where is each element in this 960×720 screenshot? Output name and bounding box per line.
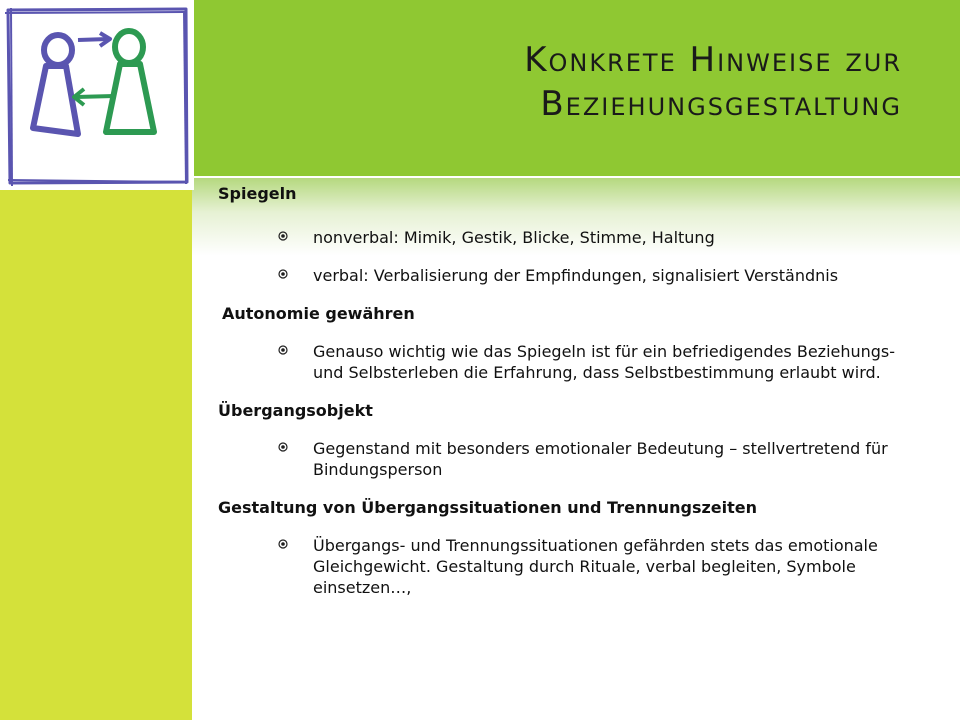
bullet-item (218, 227, 918, 248)
bullet-text: Gegenstand mit besonders emotionaler Bedeutung – stellvertretend für Bindungsperson (313, 439, 888, 479)
section-heading-uebergangsobjekt: Übergangsobjekt (218, 401, 373, 420)
bullet-text: Übergangs- und Trennungssituationen gefährden stets das emotionale Gleichgewicht. Gestaltung durch Rituale, verbal begleiten, Symbole einsetzen…, (313, 536, 878, 597)
logo (0, 0, 194, 190)
slide-content (218, 183, 918, 598)
circled-dot-bullet-icon (278, 231, 288, 241)
circled-dot-bullet-icon (278, 442, 288, 452)
bullet-item (218, 535, 918, 598)
bullet-item (218, 341, 918, 383)
two-figures-arrows-icon (0, 0, 194, 190)
section-heading-autonomie: Autonomie gewähren (222, 304, 415, 323)
slide-title-line-2: Beziehungsgestaltung (540, 84, 902, 124)
bullet-text: verbal: Verbalisierung der Empfindungen, signalisiert Verständnis (313, 266, 839, 285)
slide-title (282, 38, 902, 126)
circled-dot-bullet-icon (278, 345, 288, 355)
bullet-text: nonverbal: Mimik, Gestik, Blicke, Stimme, Haltung (313, 228, 715, 247)
header-divider (192, 176, 960, 178)
slide-title-line-1: Konkrete Hinweise zur (524, 40, 902, 80)
bullet-text: Genauso wichtig wie das Spiegeln ist für ein befriedigendes Beziehungs- und Selbsterleben die Erfahrung, dass Selbstbestimmung erlaubt wird. (313, 342, 896, 382)
bullet-item (218, 438, 918, 480)
circled-dot-bullet-icon (278, 269, 288, 279)
section-heading-gestaltung: Gestaltung von Übergangssituationen und Trennungszeiten (218, 498, 758, 517)
bullet-item (218, 265, 918, 286)
circled-dot-bullet-icon (278, 539, 288, 549)
section-heading-spiegeln: Spiegeln (218, 184, 297, 203)
